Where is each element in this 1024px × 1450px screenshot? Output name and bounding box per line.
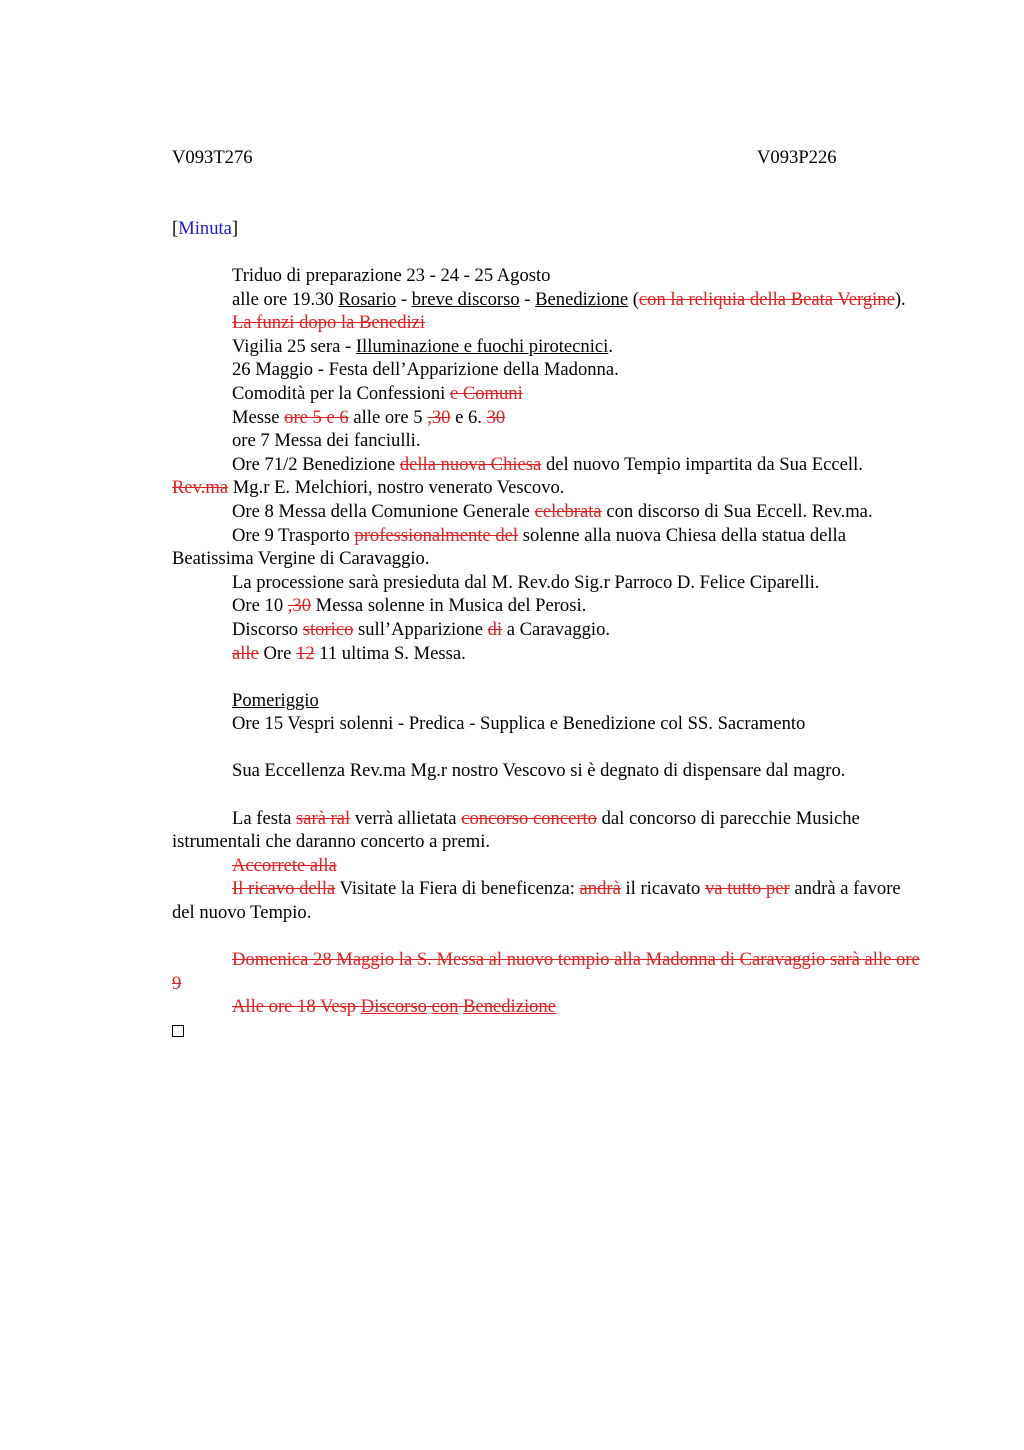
line-deleted-domenica: Domenica 28 Maggio la S. Messa al nuovo tempio alla Madonna di Caravaggio sarà alle ore 9 bbox=[172, 949, 920, 994]
minuta-label: [Minuta] bbox=[172, 218, 239, 239]
spacer bbox=[172, 665, 920, 689]
document-body bbox=[172, 264, 920, 1043]
line-deleted-funzi: La funzi dopo la Benedizi bbox=[232, 312, 426, 334]
line-fanciulli: ore 7 Messa dei fanciulli. bbox=[232, 430, 421, 452]
line-trasporto: Ore 9 Trasporto professionalmente del solenne alla nuova Chiesa della statua della Beatissima Vergine di Caravaggio. bbox=[172, 524, 846, 570]
line-benedizione: Ore 71/2 Benedizione della nuova Chiesa del nuovo Tempio impartita da Sua Eccell. Rev.ma Mg.r E. Melchiori, nostro venerato Vescovo. bbox=[172, 453, 863, 499]
line-rosario: alle ore 19.30 Rosario - breve discorso - Benedizione (con la reliquia della Beata Vergine). bbox=[232, 288, 906, 310]
right-code: V093P226 bbox=[757, 147, 837, 168]
minuta-link: Minuta bbox=[178, 218, 232, 239]
line-confessioni: Comodità per la Confessioni e Comuni bbox=[232, 382, 523, 404]
spacer bbox=[172, 783, 920, 807]
line-festa: 26 Maggio - Festa dell’Apparizione della Madonna. bbox=[232, 359, 619, 381]
line-vespri: Ore 15 Vespri solenni - Predica - Supplica e Benedizione col SS. Sacramento bbox=[232, 713, 806, 735]
deleted-text: con la reliquia della Beata Vergine bbox=[638, 288, 895, 310]
line-ultima-messa: alle Ore 12 11 ultima S. Messa. bbox=[232, 642, 466, 664]
end-marker bbox=[172, 1019, 920, 1043]
line-musiche: La festa sarà ral verrà allietata concorso concerto dal concorso di parecchie Musiche istrumentali che daranno concerto a premi. bbox=[172, 807, 860, 853]
line-deleted-accorrete: Accorrete alla bbox=[232, 854, 337, 876]
line-processione: La processione sarà presieduta dal M. Rev.do Sig.r Parroco D. Felice Ciparelli. bbox=[232, 571, 820, 593]
line-messa-solenne: Ore 10 ,30 Messa solenne in Musica del Perosi. bbox=[232, 595, 587, 617]
line-fiera: Il ricavo della Visitate la Fiera di beneficenza: andrà il ricavato va tutto per andrà a favore del nuovo Tempio. bbox=[172, 878, 901, 924]
square-icon bbox=[172, 1025, 184, 1037]
spacer bbox=[172, 736, 920, 760]
spacer bbox=[172, 925, 920, 949]
section-pomeriggio: Pomeriggio bbox=[232, 689, 319, 711]
line-vigilia: Vigilia 25 sera - Illuminazione e fuochi pirotecnici. bbox=[232, 335, 613, 357]
line-deleted-vespri: Alle ore 18 Vesp Discorso con Benedizione bbox=[232, 996, 556, 1018]
line-dispensa: Sua Eccellenza Rev.ma Mg.r nostro Vescovo si è degnato di dispensare dal magro. bbox=[232, 760, 846, 782]
line-triduo: Triduo di preparazione 23 - 24 - 25 Agosto bbox=[232, 265, 551, 286]
line-messe: Messe ore 5 e 6 alle ore 5 ,30 e 6. 30 bbox=[232, 406, 506, 428]
line-comunione: Ore 8 Messa della Comunione Generale celebrata con discorso di Sua Eccell. Rev.ma. bbox=[232, 500, 873, 522]
left-code: V093T276 bbox=[172, 147, 253, 168]
line-discorso: Discorso storico sull’Apparizione di a Caravaggio. bbox=[232, 618, 611, 640]
